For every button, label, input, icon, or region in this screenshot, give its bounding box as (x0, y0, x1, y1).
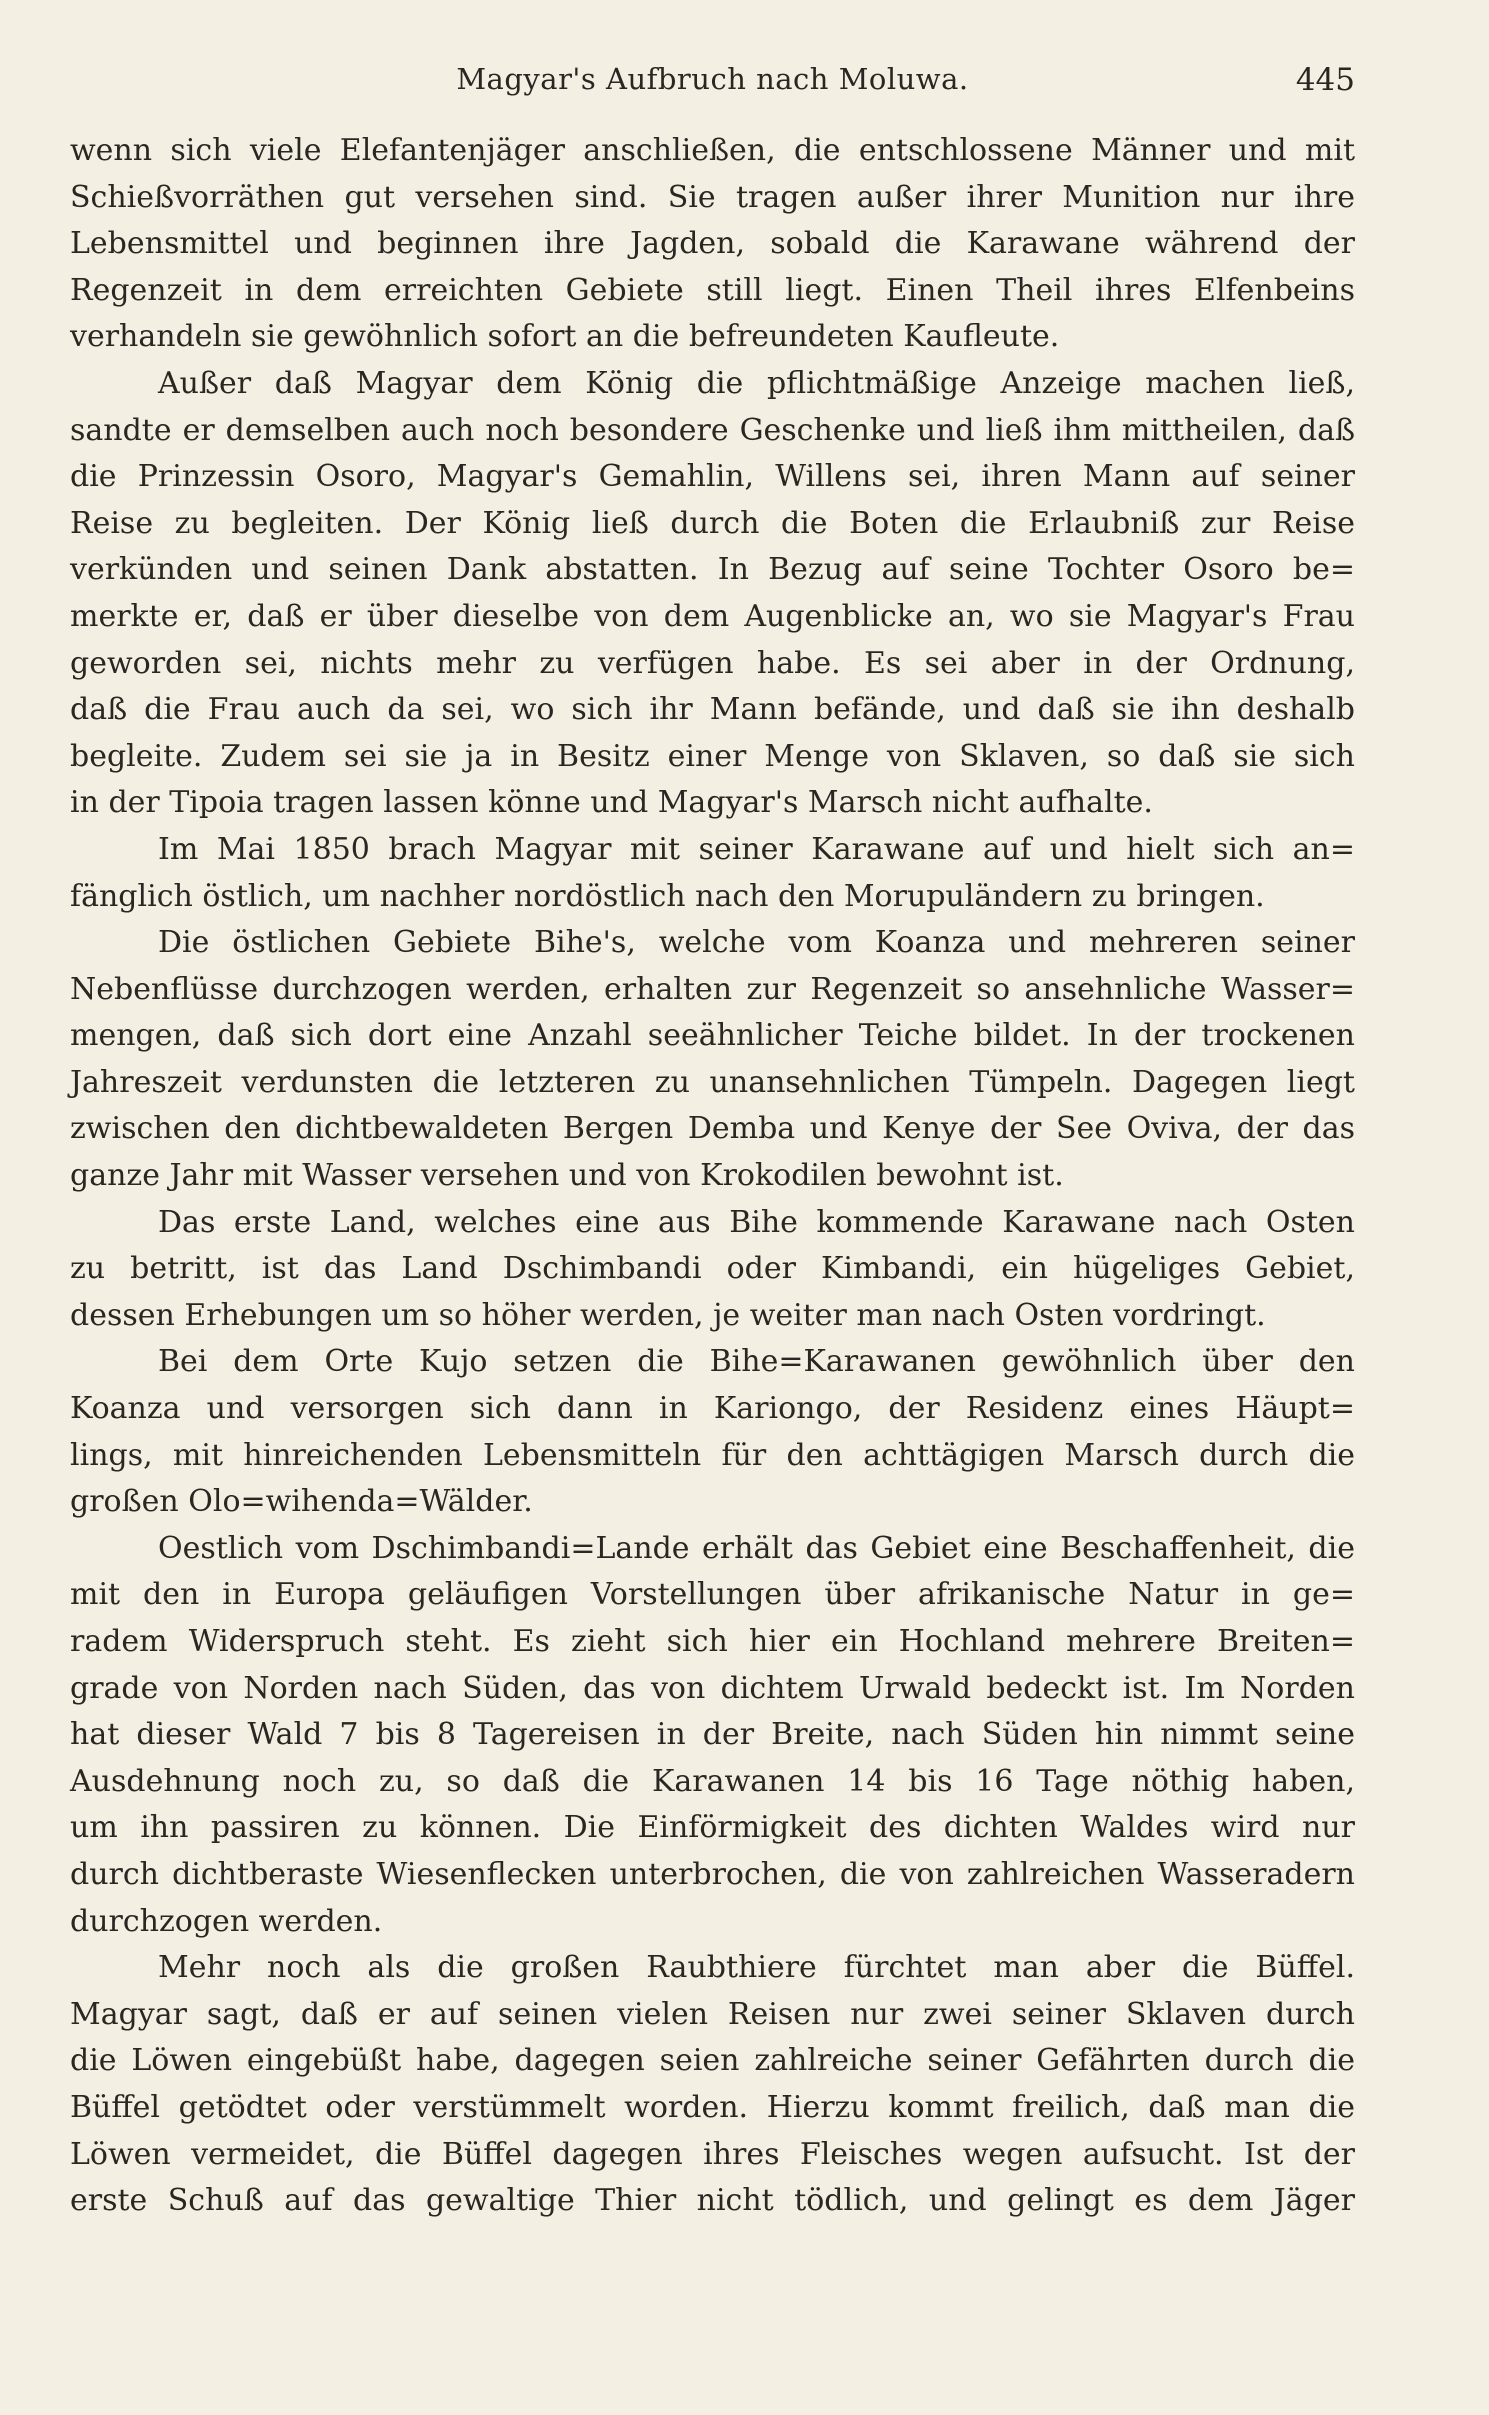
text-line: mit den in Europa geläufigen Vorstellungen über afrikanische Natur in ge= (70, 1577, 1355, 1613)
text-line: grade von Norden nach Süden, das von dichtem Urwald bedeckt ist. Im Norden (70, 1670, 1355, 1706)
text-line: daß die Frau auch da sei, wo sich ihr Mann befände, und daß sie ihn deshalb (70, 692, 1355, 728)
text-line: erste Schuß auf das gewaltige Thier nicht tödlich, und gelingt es dem Jäger (70, 2183, 1355, 2219)
text-line: großen Olo=wihenda=Wälder. (70, 1484, 533, 1520)
body-text (70, 128, 1355, 2225)
text-line: sandte er demselben auch noch besondere Geschenke und ließ ihm mittheilen, daß (70, 412, 1355, 448)
text-line: fänglich östlich, um nachher nordöstlich nach den Morupuländern zu bringen. (70, 878, 1265, 914)
text-line: die Prinzessin Osoro, Magyar's Gemahlin, Willens sei, ihren Mann auf seiner (70, 459, 1355, 495)
text-line: Oestlich vom Dschimbandi=Lande erhält das Gebiet eine Beschaffenheit, die (158, 1530, 1355, 1566)
text-line: wenn sich viele Elefantenjäger anschließen, die entschlossene Männer und mit (70, 133, 1355, 168)
text-line: merkte er, daß er über dieselbe von dem Augenblicke an, wo sie Magyar's Frau (70, 598, 1355, 634)
text-line: lings, mit hinreichenden Lebensmitteln für den achttägigen Marsch durch die (70, 1437, 1355, 1473)
page-number: 445 (1295, 62, 1355, 98)
text-line: hat dieser Wald 7 bis 8 Tagereisen in der Breite, nach Süden hin nimmt seine (70, 1717, 1355, 1753)
text-line: Lebensmittel und beginnen ihre Jagden, sobald die Karawane während der (70, 226, 1355, 262)
text-line: ganze Jahr mit Wasser versehen und von Krokodilen bewohnt ist. (70, 1158, 1064, 1194)
text-line: geworden sei, nichts mehr zu verfügen habe. Es sei aber in der Ordnung, (70, 645, 1355, 681)
text-line: radem Widerspruch steht. Es zieht sich hier ein Hochland mehrere Breiten= (70, 1624, 1355, 1659)
text-line: Jahreszeit verdunsten die letzteren zu unansehnlichen Tümpeln. Dagegen liegt (70, 1064, 1355, 1100)
text-line: Das erste Land, welches eine aus Bihe kommende Karawane nach Osten (158, 1204, 1355, 1240)
text-line: zu betritt, ist das Land Dschimbandi oder Kimbandi, ein hügeliges Gebiet, (70, 1251, 1355, 1287)
text-line: Büffel getödtet oder verstümmelt worden. Hierzu kommt freilich, daß man die (70, 2089, 1355, 2125)
text-line: Außer daß Magyar dem König die pflichtmäßige Anzeige machen ließ, (158, 365, 1355, 401)
text-line: verkünden und seinen Dank abstatten. In Bezug auf seine Tochter Osoro be= (70, 552, 1355, 588)
text-line: verhandeln sie gewöhnlich sofort an die befreundeten Kaufleute. (70, 319, 1060, 355)
text-line: dessen Erhebungen um so höher werden, je weiter man nach Osten vordringt. (70, 1297, 1266, 1333)
page-header (70, 62, 1355, 112)
text-line: zwischen den dichtbewaldeten Bergen Demba und Kenye der See Oviva, der das (70, 1111, 1355, 1147)
text-line: um ihn passiren zu können. Die Einförmigkeit des dichten Waldes wird nur (70, 1810, 1355, 1846)
text-line: Magyar sagt, daß er auf seinen vielen Reisen nur zwei seiner Sklaven durch (70, 1996, 1355, 2032)
text-line: Nebenflüsse durchzogen werden, erhalten zur Regenzeit so ansehnliche Wasser= (70, 971, 1355, 1007)
text-line: Löwen vermeidet, die Büffel dagegen ihres Fleisches wegen aufsucht. Ist der (70, 2136, 1355, 2172)
text-line: mengen, daß sich dort eine Anzahl seeähnlicher Teiche bildet. In der trockenen (70, 1018, 1355, 1054)
text-line: Schießvorräthen gut versehen sind. Sie tragen außer ihrer Munition nur ihre (70, 179, 1355, 215)
text-line: die Löwen eingebüßt habe, dagegen seien zahlreiche seiner Gefährten durch die (70, 2043, 1355, 2079)
text-line: Im Mai 1850 brach Magyar mit seiner Karawane auf und hielt sich an= (158, 831, 1355, 867)
text-line: Bei dem Orte Kujo setzen die Bihe=Karawanen gewöhnlich über den (158, 1344, 1355, 1380)
text-line: durch dichtberaste Wiesenflecken unterbrochen, die von zahlreichen Wasseradern (70, 1856, 1355, 1892)
text-line: Mehr noch als die großen Raubthiere fürchtet man aber die Büffel. (158, 1950, 1355, 1986)
running-title: Magyar's Aufbruch nach Moluwa. (456, 62, 969, 96)
text-line: Regenzeit in dem erreichten Gebiete still liegt. Einen Theil ihres Elfenbeins (70, 272, 1355, 308)
text-line: in der Tipoia tragen lassen könne und Magyar's Marsch nicht aufhalte. (70, 785, 1153, 821)
text-line: Die östlichen Gebiete Bihe's, welche vom Koanza und mehreren seiner (158, 925, 1355, 961)
text-line: begleite. Zudem sei sie ja in Besitz einer Menge von Sklaven, so daß sie sich (70, 738, 1355, 774)
text-line: Reise zu begleiten. Der König ließ durch die Boten die Erlaubniß zur Reise (70, 505, 1355, 541)
text-line: Koanza und versorgen sich dann in Kariongo, der Residenz eines Häupt= (70, 1391, 1355, 1427)
text-line: durchzogen werden. (70, 1903, 383, 1939)
text-line: Ausdehnung noch zu, so daß die Karawanen 14 bis 16 Tage nöthig haben, (70, 1763, 1355, 1799)
